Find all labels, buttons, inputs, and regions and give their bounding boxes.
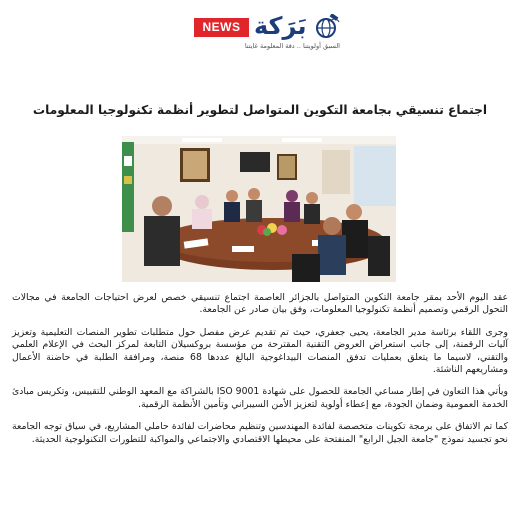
article-title: اجتماع تنسيقي بجامعة التكوين المتواصل لتطوير أنظمة تكنولوجيا المعلومات (32, 103, 488, 117)
meeting-photo-illustration (122, 136, 396, 282)
meeting-photo (122, 136, 396, 282)
article-paragraph-3: ويأتي هذا التعاون في إطار مساعي الجامعة للحصول على شهادة ISO 9001 بالشراكة مع المعهد الوطني للتقييس، وتكريس مبادئ الخدمة العمومية وضمان الجودة، مع إعطاء أولوية لتعزيز الأمن السيبراني وتأمين الأنظمة الرقمية. (12, 386, 509, 410)
article-paragraph-1: عقد اليوم الأحد بمقر جامعة التكوين المتواصل بالجزائر العاصمة اجتماع تنسيقي خصص لعرض احتياجات الجامعة في مجالات التحول الرقمي وتصميم أنظمة تكنولوجيا المعلومات، وفق بيان صادر عن الجامعة. (12, 292, 508, 316)
logo-brand-text: بَرَكة (254, 12, 307, 40)
article-paragraph-2: وجرى اللقاء برئاسة مدير الجامعة، يحيى جعفري، حيث تم تقديم عرض مفصل حول متطلبات تطوير المنصات التعليمية وتعزيز آليات الرقمنة، إلى جانب استعراض العروض التقنية المقترحة من مؤسسة بروكسيلان التابعة لمركز البحث في الإعلام العلمي والتقني، لاسيما ما يتعلق بعمليات تدفق المنصات البيداغوجية البالغ عددها 68 منصة، ومرافقة الطلبة في حاضنة الأعمال ومشاريعهم الناشئة. (12, 326, 508, 376)
article-paragraph-4: كما تم الاتفاق على برمجة تكوينات متخصصة لفائدة المهندسين وتنظيم محاضرات لفائدة حاملي المشاريع، في سياق توجه الجامعة نحو تجسيد نموذج "جامعة الجيل الرابع" المنفتحة على محيطها الاقتصادي والاجتماعي والمواكبة للتطورات التكنولوجية الحديثة. (12, 421, 508, 445)
article-body (12, 292, 508, 456)
site-logo[interactable] (190, 12, 340, 52)
logo-tagline: السبق أولويتنا .. دقة المعلومة غايتنا (244, 42, 340, 50)
logo-news-badge: NEWS (194, 18, 249, 37)
globe-satellite-icon (314, 14, 340, 40)
